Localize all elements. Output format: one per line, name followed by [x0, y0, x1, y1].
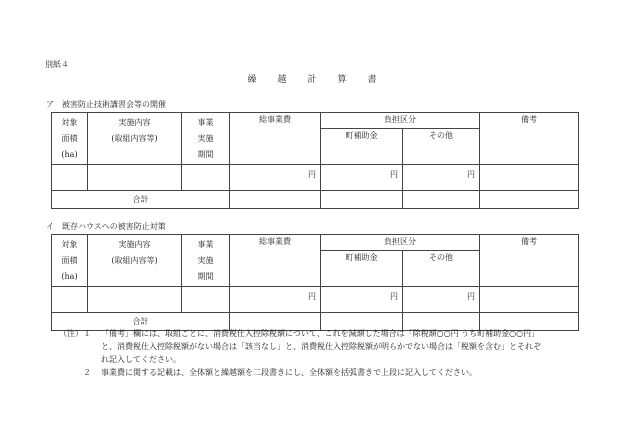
- section-b-table: [51, 234, 579, 331]
- header-burden: 負担区分: [321, 113, 480, 129]
- unit-yen: 円: [321, 287, 403, 313]
- total-row: [52, 191, 579, 209]
- header-period: 事業 実施 期間: [182, 235, 230, 287]
- unit-yen: 円: [230, 287, 321, 313]
- note-2-text: 事業費に関する記載は、全体額と繰越額を二段書きにし、全体額を括弧書きで上段に記入してください。: [101, 368, 477, 377]
- table-row: [52, 165, 579, 191]
- header-town-subsidy: 町補助金: [321, 129, 403, 165]
- unit-yen: 円: [403, 165, 480, 191]
- note-1-text-cont: れ記入してください。: [101, 355, 181, 364]
- section-a-heading: ア 被害防止技術講習会等の開催: [46, 100, 166, 109]
- header-burden: 負担区分: [321, 235, 480, 251]
- header-total-cost: 総事業費: [230, 113, 321, 165]
- total-label: 合計: [52, 191, 230, 209]
- header-remarks: 備考: [480, 113, 579, 165]
- header-remarks: 備考: [480, 235, 579, 287]
- document-title: 繰 越 計 算 書: [247, 75, 383, 85]
- table-row: [52, 287, 579, 313]
- header-other: その他: [403, 129, 480, 165]
- unit-yen: 円: [230, 165, 321, 191]
- note-2-number: ２: [83, 368, 91, 377]
- unit-yen: 円: [321, 165, 403, 191]
- total-label: 合計: [52, 313, 230, 331]
- header-total-cost: 総事業費: [230, 235, 321, 287]
- header-target-area: 対象 面積 (ha): [52, 235, 88, 287]
- header-period: 事業 実施 期間: [182, 113, 230, 165]
- note-1-text: 「備考」欄には、取組ごとに、消費税仕入控除税額について、これを減額した場合は「除税額○○円 うち町補助金○○円」: [101, 329, 540, 338]
- header-target-area: 対象 面積 (ha): [52, 113, 88, 165]
- notes-prefix: （注）: [59, 329, 83, 338]
- header-other: その他: [403, 251, 480, 287]
- attachment-label: 別紙４: [45, 60, 69, 69]
- header-content: 実施内容 (取組内容等): [88, 113, 182, 165]
- note-1-text-cont: と、消費税仕入控除税額がない場合は「該当なし」と、消費税仕入控除税額が明らかでない場合は「税額を含む」とそれぞ: [101, 342, 541, 351]
- note-1-number: １: [83, 329, 91, 338]
- section-b-heading: イ 既存ハウスへの被害防止対策: [46, 222, 166, 231]
- unit-yen: 円: [403, 287, 480, 313]
- header-town-subsidy: 町補助金: [321, 251, 403, 287]
- header-content: 実施内容 (取組内容等): [88, 235, 182, 287]
- section-a-table: [51, 112, 579, 209]
